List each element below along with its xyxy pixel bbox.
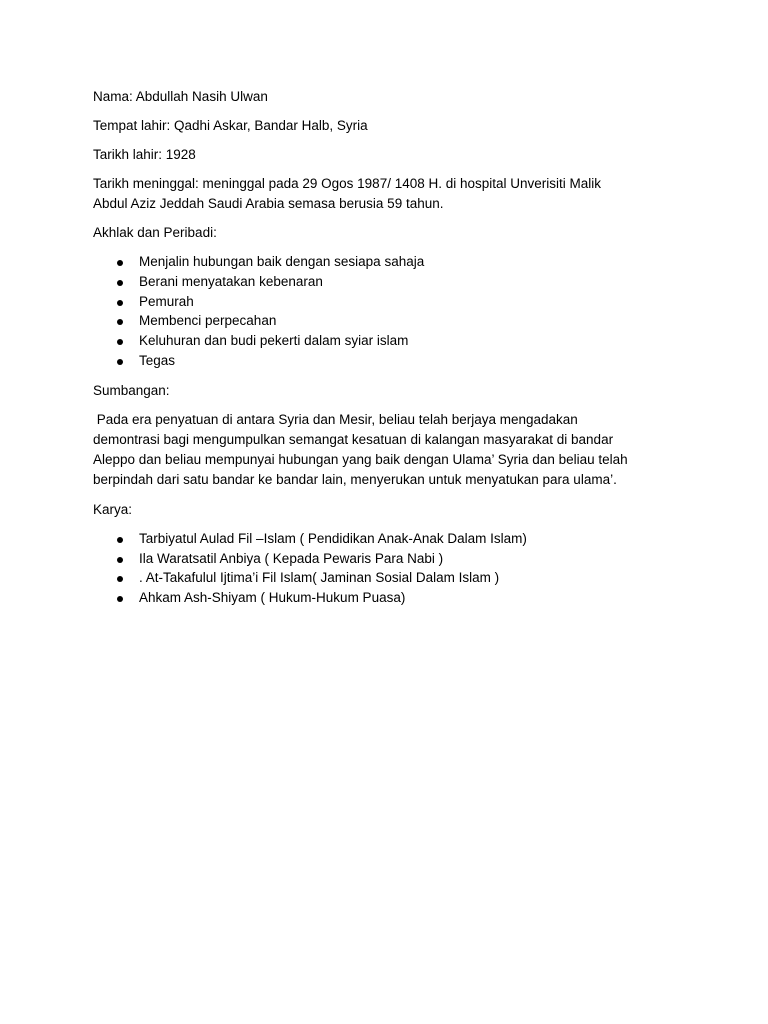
paragraph-line: Aleppo dan beliau mempunyai hubungan yang baik dengan Ulama’ Syria dan beliau telah [93,451,628,467]
list-item [93,351,688,371]
tarikh-meninggal-line-2: Abdul Aziz Jeddah Saudi Arabia semasa berusia 59 tahun. [93,196,444,211]
list-item-text: Tegas [139,352,176,368]
bullet-icon [117,319,123,325]
list-item [93,588,688,608]
list-item-text: Tarbiyatul Aulad Fil –Islam ( Pendidikan Anak-Anak Dalam Islam) [139,530,527,546]
list-item [93,568,688,588]
karya-heading: Karya: [93,501,133,517]
list-item-text: . At-Takafulul Ijtima’i Fil Islam( Jaminan Sosial Dalam Islam ) [139,570,500,586]
tempat-lahir-line: Tempat lahir: Qadhi Askar, Bandar Halb, Syria [93,118,368,133]
nama-line: Nama: Abdullah Nasih Ulwan [93,89,268,104]
list-item [93,311,688,331]
bullet-icon [117,576,123,582]
list-item-text: Membenci perpecahan [139,313,277,329]
tarikh-meninggal-line-1: Tarikh meninggal: meninggal pada 29 Ogos 1987/ 1408 H. di hospital Unverisiti Malik [93,176,602,191]
bullet-icon [117,280,123,286]
bullet-icon [117,557,123,563]
list-item [93,272,688,292]
list-item [93,529,688,549]
list-item-text: Ila Waratsatil Anbiya ( Kepada Pewaris Para Nabi ) [139,550,444,566]
bullet-icon [117,359,123,365]
paragraph-line: Pada era penyatuan di antara Syria dan Mesir, beliau telah berjaya mengadakan [93,411,578,427]
list-item [93,549,688,569]
list-item-text: Berani menyatakan kebenaran [139,273,323,289]
paragraph-line: berpindah dari satu bandar ke bandar lain, menyerukan untuk menyatukan para ulama’. [93,471,617,487]
sumbangan-paragraph [93,410,688,490]
list-item-text: Ahkam Ash-Shiyam ( Hukum-Hukum Puasa) [139,590,406,606]
akhlak-list [93,252,688,371]
list-item-text: Keluhuran dan budi pekerti dalam syiar islam [139,333,409,349]
list-item [93,331,688,351]
akhlak-heading: Akhlak dan Peribadi: [93,225,217,240]
bullet-icon [117,260,123,266]
list-item-text: Pemurah [139,293,194,309]
list-item [93,292,688,312]
bullet-icon [117,300,123,306]
list-item-text: Menjalin hubungan baik dengan sesiapa sahaja [139,254,425,269]
karya-list [93,529,688,608]
bullet-icon [117,339,123,345]
sumbangan-heading: Sumbangan: [93,382,170,398]
paragraph-line: demontrasi bagi mengumpulkan semangat kesatuan di kalangan masyarakat di bandar [93,431,614,447]
bullet-icon [117,596,123,602]
bullet-icon [117,537,123,543]
list-item [93,252,688,272]
tarikh-lahir-line: Tarikh lahir: 1928 [93,147,196,162]
